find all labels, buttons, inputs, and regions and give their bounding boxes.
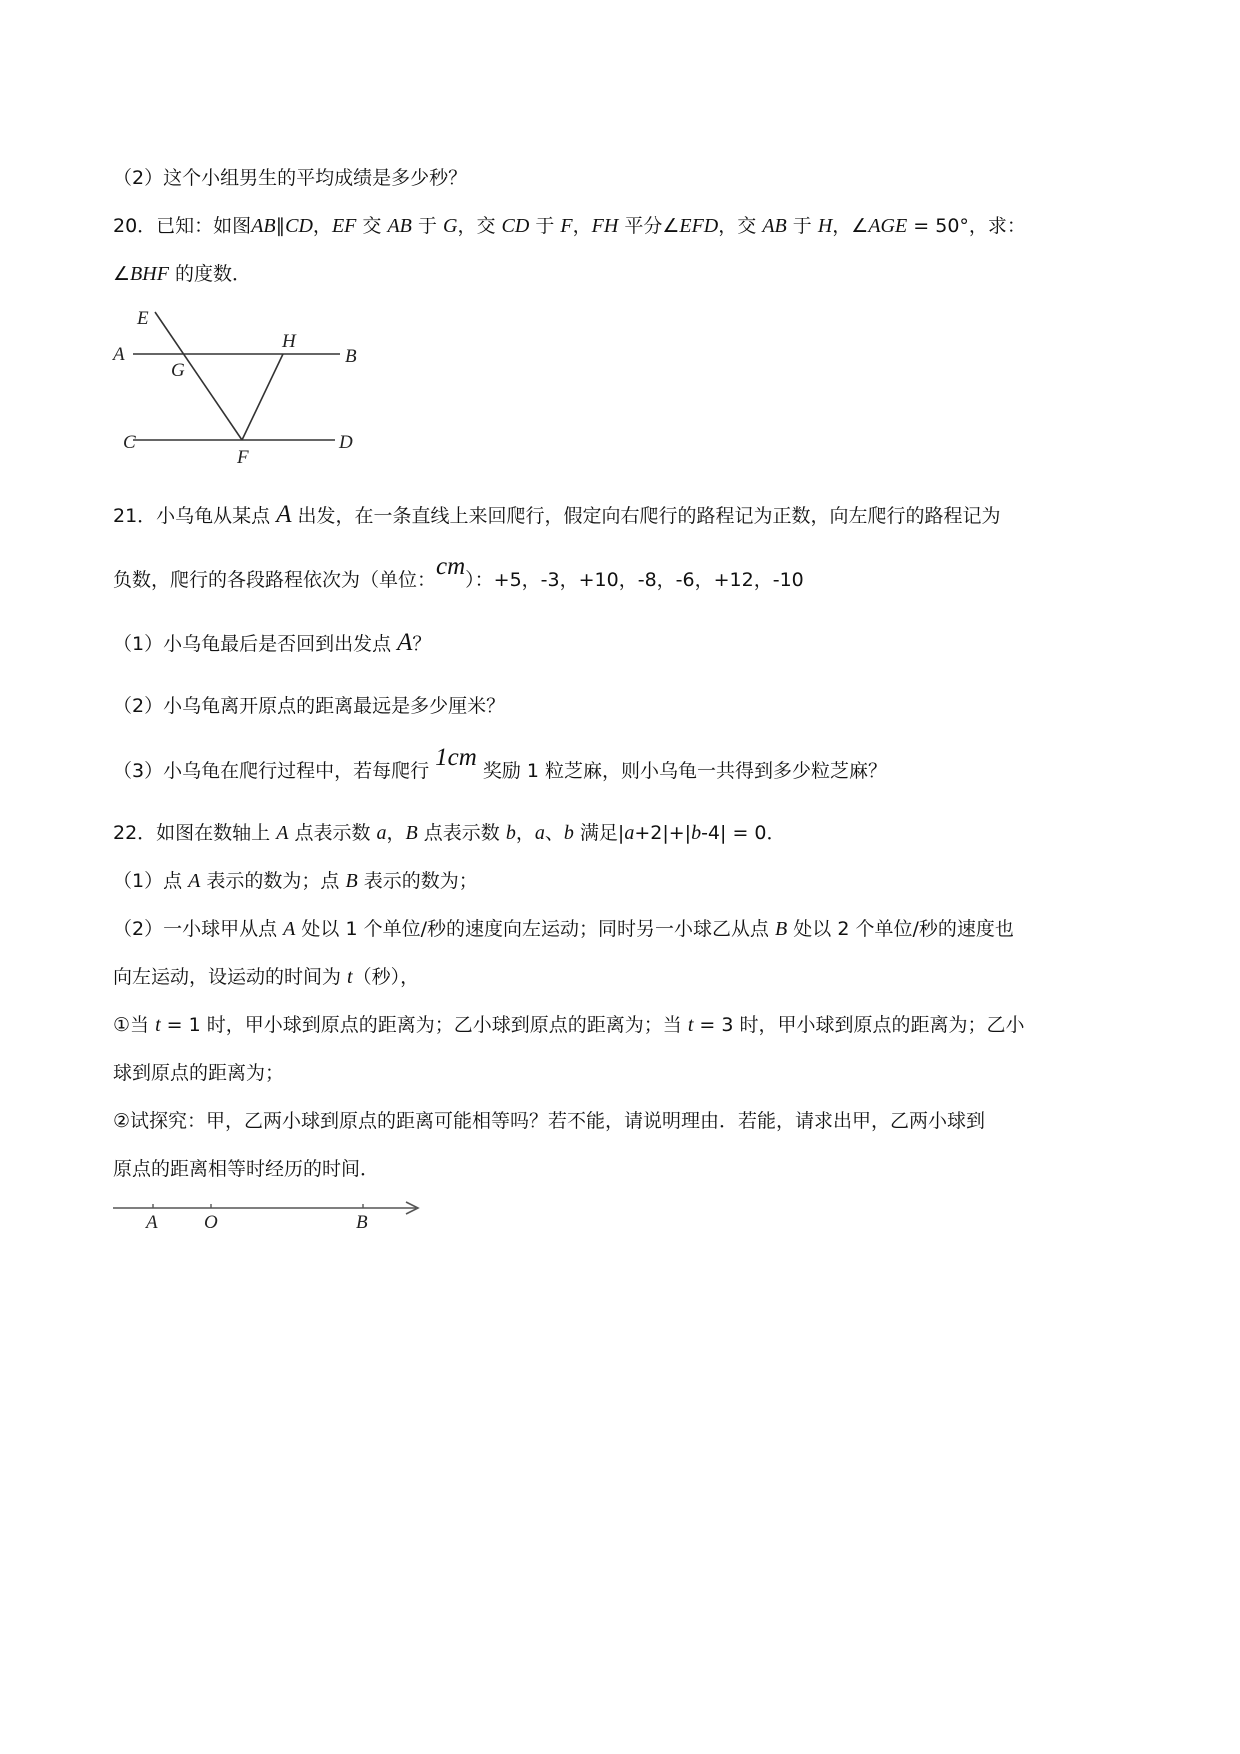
label-F: F xyxy=(237,447,249,468)
q20-line2: ∠BHF 的度数． xyxy=(113,263,251,285)
q21-part3: （3）小乌龟在爬行过程中，若每爬行 1cm 奖励 1 粒芝麻，则小乌龟一共得到多少粒芝麻？ xyxy=(113,744,888,782)
label-C: C xyxy=(123,432,136,453)
q21-part2: （2）小乌龟离开原点的距离最远是多少厘米？ xyxy=(113,695,506,717)
q20-geometry-figure xyxy=(105,300,375,475)
q22-sub1-line2: 球到原点的距离为； xyxy=(113,1062,285,1084)
q22-sub1-line1: ①当 t = 1 时，甲小球到原点的距离为；乙小球到原点的距离为；当 t = 3 时，甲小球到原点的距离为；乙小 xyxy=(113,1014,1025,1036)
label-G: G xyxy=(171,360,185,381)
label-B: B xyxy=(345,346,357,367)
axis-label-B: B xyxy=(356,1212,368,1232)
label-E: E xyxy=(137,308,149,329)
q19-part2: （2）这个小组男生的平均成绩是多少秒？ xyxy=(113,167,468,189)
q20-line1: 20．已知：如图AB∥CD，EF 交 AB 于 G，交 CD 于 F，FH 平分∠EFD，交 AB 于 H，∠AGE = 50°，求： xyxy=(113,215,1026,237)
q22-part2-line1: （2）一小球甲从点 A 处以 1 个单位/秒的速度向左运动；同时另一小球乙从点 B 处以 2 个单位/秒的速度也 xyxy=(113,918,1014,940)
q22-sub2-line2: 原点的距离相等时经历的时间． xyxy=(113,1158,380,1180)
q22-part2-line2: 向左运动，设运动的时间为 t（秒）， xyxy=(113,966,420,988)
axis-label-A: A xyxy=(146,1212,158,1232)
axis-label-O: O xyxy=(204,1212,218,1232)
label-A: A xyxy=(113,344,125,365)
q21-line1: 21．小乌龟从某点 A 出发，在一条直线上来回爬行，假定向右爬行的路程记为正数，向左爬行的路程记为 xyxy=(113,501,1001,528)
label-D: D xyxy=(339,432,353,453)
q22-sub2-line1: ②试探究：甲，乙两小球到原点的距离可能相等吗？若不能，请说明理由．若能，请求出甲，乙两小球到 xyxy=(113,1110,986,1132)
q22-line1: 22．如图在数轴上 A 点表示数 a，B 点表示数 b，a、b 满足|a+2|+|b-4| = 0． xyxy=(113,822,786,844)
q22-part1: （1）点 A 表示的数为；点 B 表示的数为； xyxy=(113,870,478,892)
q21-part1: （1）小乌龟最后是否回到出发点 A？ xyxy=(113,629,432,656)
q21-line2: 负数，爬行的各段路程依次为（单位：cm）：+5，-3，+10，-8，-6，+12，-10 xyxy=(113,553,804,591)
q22-number-line xyxy=(108,1192,428,1232)
label-H: H xyxy=(282,331,296,352)
